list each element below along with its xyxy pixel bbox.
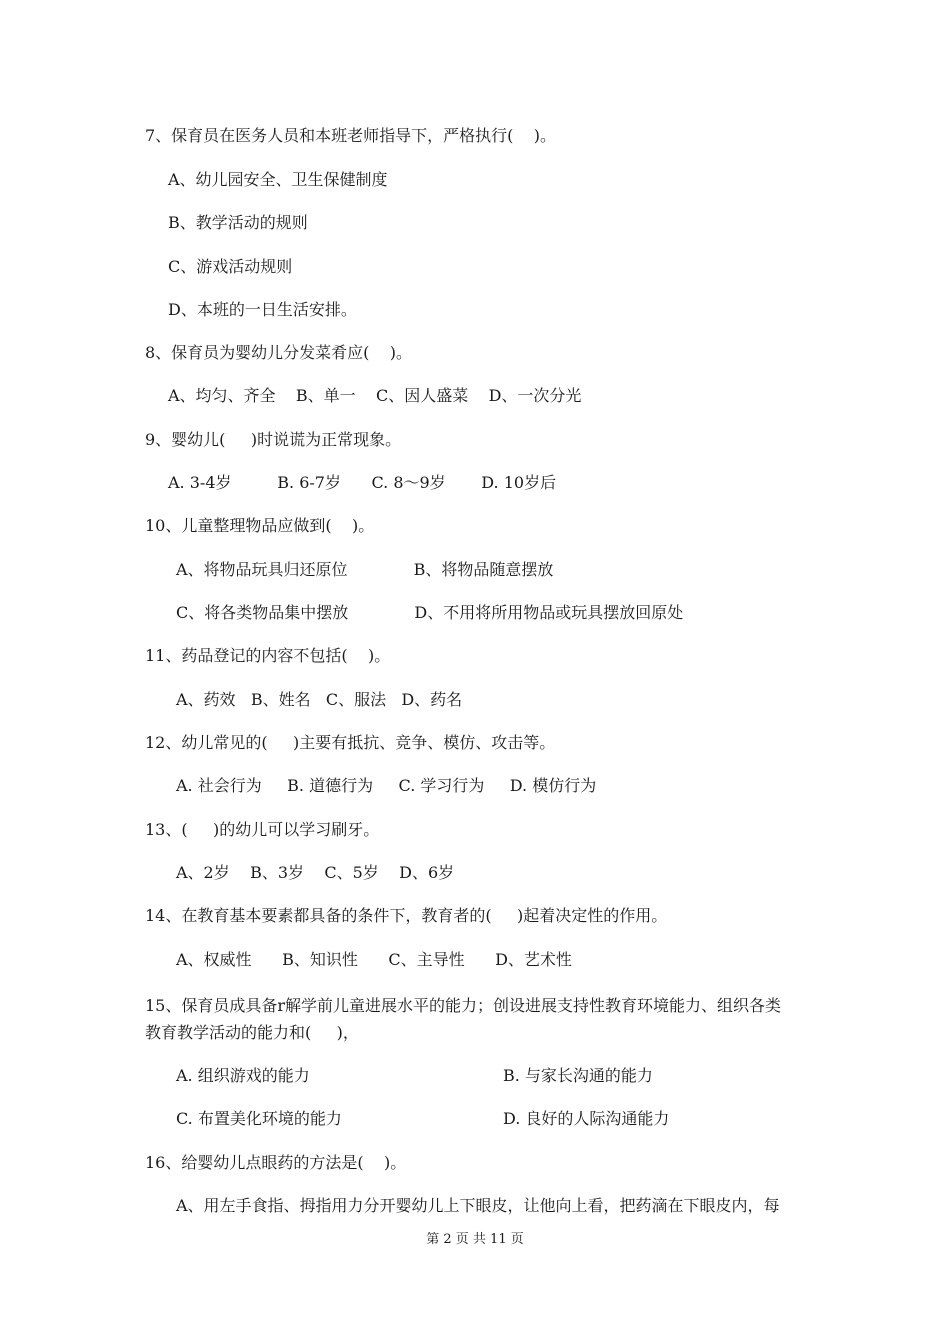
question-8-stem: 8、保育员为婴幼儿分发菜肴应( )。 [145,343,413,362]
question-10-options-row-2: C、将各类物品集中摆放 D、不用将所用物品或玩具摆放回原处 [176,603,684,622]
question-9-stem: 9、婴幼儿( )时说谎为正常现象。 [145,430,402,449]
question-11-stem: 11、药品登记的内容不包括( )。 [145,646,391,665]
question-10-stem: 10、儿童整理物品应做到( )。 [145,516,375,535]
question-9-options: A. 3-4岁 B. 6-7岁 C. 8～9岁 D. 10岁后 [168,473,557,492]
question-7-option-a: A、幼儿园安全、卫生保健制度 [168,170,388,189]
question-14-options: A、权威性 B、知识性 C、主导性 D、艺术性 [176,950,572,969]
question-15-option-d: D. 良好的人际沟通能力 [503,1109,670,1128]
question-15-stem-line-1: 15、保育员成具备r解学前儿童进展水平的能力；创设进展支持性教育环境能力、组织各类 [145,996,782,1015]
question-14-stem: 14、在教育基本要素都具备的条件下，教育者的( )起着决定性的作用。 [145,906,668,925]
question-16-stem: 16、给婴幼儿点眼药的方法是( )。 [145,1153,407,1172]
question-15-option-c: C. 布置美化环境的能力 [176,1109,342,1128]
question-11-options: A、药效 B、姓名 C、服法 D、药名 [176,690,463,709]
question-15-stem-line-2: 教育教学活动的能力和( )， [145,1023,359,1042]
question-7-option-c: C、游戏活动规则 [168,257,293,276]
question-12-options: A. 社会行为 B. 道德行为 C. 学习行为 D. 模仿行为 [176,776,597,795]
question-13-stem: 13、( )的幼儿可以学习刷牙。 [145,820,380,839]
question-15-option-b: B. 与家长沟通的能力 [503,1066,653,1085]
question-13-options: A、2岁 B、3岁 C、5岁 D、6岁 [176,863,455,882]
question-7-option-b: B、教学活动的规则 [168,213,308,232]
question-10-options-row-1: A、将物品玩具归还原位 B、将物品随意摆放 [176,560,554,579]
question-7-stem: 7、保育员在医务人员和本班老师指导下，严格执行( )。 [145,126,557,145]
question-16-option-a: A、用左手食指、拇指用力分开婴幼儿上下眼皮，让他向上看，把药滴在下眼皮内，每 [176,1196,780,1215]
question-15-option-a: A. 组织游戏的能力 [176,1066,310,1085]
page-footer: 第 2 页 共 11 页 [426,1232,524,1247]
question-12-stem: 12、幼儿常见的( )主要有抵抗、竞争、模仿、攻击等。 [145,733,556,752]
question-7-option-d: D、本班的一日生活安排。 [168,300,357,319]
question-8-options: A、均匀、齐全 B、单一 C、因人盛菜 D、一次分光 [168,386,582,405]
